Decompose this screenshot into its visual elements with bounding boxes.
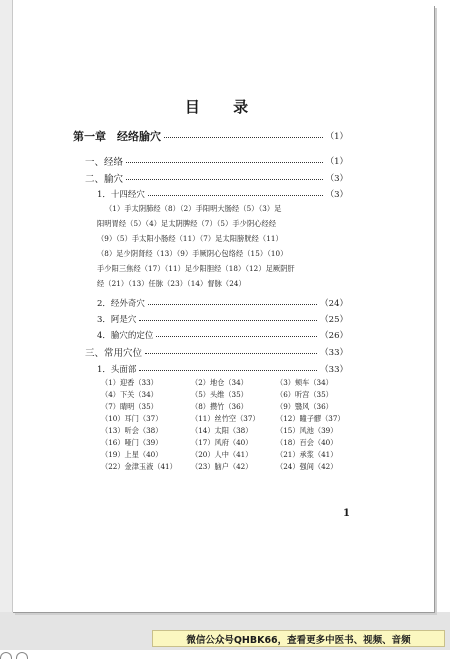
- meridian-line: 手少阳三焦经（17）（11）足少阳胆经（18）（12）足厥阴肝: [97, 264, 295, 273]
- toc-entry-page: （3）: [325, 189, 348, 200]
- toc-entry[interactable]: [85, 154, 348, 167]
- acupoint-entry: （15）风池（39）: [276, 426, 338, 435]
- acupoint-entry: （1）迎香（33）: [101, 378, 158, 387]
- acupoint-entry: （7）睛明（35）: [101, 402, 158, 411]
- acupoint-entry: （17）风府（40）: [191, 438, 253, 447]
- leader-dots: [148, 195, 323, 196]
- document-page: [13, 6, 435, 613]
- acupoint-entry: （22）金津玉液（41）: [101, 462, 177, 471]
- toc-entry[interactable]: [97, 296, 348, 309]
- toc-entry-label: 三、常用穴位: [85, 347, 143, 359]
- nav-arrow-icon[interactable]: [0, 652, 12, 659]
- toc-entry-page: （33）: [320, 347, 348, 358]
- acupoint-entry: （6）听宫（35）: [276, 390, 333, 399]
- meridian-line: 经（21）（13）任脉（23）（14）督脉（24）: [97, 279, 246, 288]
- leader-dots: [139, 320, 317, 321]
- toc-entry[interactable]: [97, 362, 348, 375]
- acupoint-entry: （10）耳门（37）: [101, 414, 163, 423]
- page-nav-controls[interactable]: [0, 644, 150, 650]
- toc-entry-label: 一、经络: [85, 156, 124, 168]
- acupoint-entry: （19）上星（40）: [101, 450, 163, 459]
- meridian-line: （9）（5）手太阳小肠经（11）（7）足太阳膀胱经（11）: [97, 234, 283, 243]
- acupoint-entry: （2）地仓（34）: [191, 378, 248, 387]
- acupoint-grid: [101, 378, 371, 472]
- toc-title: 目 录: [184, 98, 263, 116]
- acupoint-entry: （14）太阳（38）: [191, 426, 253, 435]
- acupoint-entry: （4）下关（34）: [101, 390, 158, 399]
- acupoint-entry: （24）强间（42）: [276, 462, 338, 471]
- acupoint-entry: （21）承浆（41）: [276, 450, 338, 459]
- acupoint-entry: （23）脑户（42）: [191, 462, 253, 471]
- toc-entry[interactable]: [97, 312, 348, 325]
- toc-entry[interactable]: [73, 129, 348, 142]
- acupoint-entry: （16）哑门（39）: [101, 438, 163, 447]
- meridian-line: 阳明胃经（5）（4）足太阴脾经（7）（5）手少阴心经经: [97, 219, 277, 228]
- acupoint-entry: （20）人中（41）: [191, 450, 253, 459]
- leader-dots: [156, 336, 317, 337]
- toc-entry-page: （1）: [325, 156, 348, 167]
- leader-dots: [148, 304, 317, 305]
- leader-dots: [164, 137, 323, 138]
- page-number: 1: [343, 508, 350, 519]
- acupoint-entry: （9）翳风（36）: [276, 402, 333, 411]
- toc-entry[interactable]: [97, 328, 348, 341]
- toc-entry-label: 3．阿是穴: [97, 314, 137, 325]
- acupoint-entry: （8）攒竹（36）: [191, 402, 248, 411]
- toc-entry-label: 4．腧穴的定位: [97, 330, 154, 341]
- toc-entry-label: 第一章 经络腧穴: [73, 129, 161, 143]
- toc-entry[interactable]: [85, 171, 348, 184]
- leader-dots: [139, 370, 317, 371]
- toc-entry[interactable]: [97, 187, 348, 200]
- acupoint-entry: （13）听会（38）: [101, 426, 163, 435]
- acupoint-entry: （18）百会（40）: [276, 438, 338, 447]
- acupoint-entry: （12）瞳子髎（37）: [276, 414, 345, 423]
- leader-dots: [126, 179, 323, 180]
- meridian-line: （8）足少阴肾经（13）（9）手厥阴心包络经（15）（10）: [97, 249, 288, 258]
- toc-entry-page: （26）: [320, 330, 348, 341]
- leader-dots: [126, 162, 323, 163]
- toc-entry-page: （3）: [325, 173, 348, 184]
- leader-dots: [145, 353, 317, 354]
- toc-entry-page: （33）: [320, 364, 348, 375]
- promo-banner: 微信公众号QHBK66，查看更多中医书、视频、音频: [152, 630, 445, 647]
- toc-entry-page: （24）: [320, 298, 348, 309]
- toc-entry-page: （1）: [325, 131, 348, 142]
- acupoint-entry: （3）颊车（34）: [276, 378, 333, 387]
- acupoint-entry: （11）丝竹空（37）: [191, 414, 260, 423]
- toc-entry[interactable]: [85, 345, 348, 358]
- nav-arrow-icon[interactable]: [16, 652, 28, 659]
- acupoint-entry: （5）头维（35）: [191, 390, 248, 399]
- toc-entry-label: 1．头面部: [97, 364, 137, 375]
- meridian-line: （1）手太阴肺经（8）（2）手阳明大肠经（5）（3）足: [105, 204, 282, 213]
- toc-entry-label: 2．经外奇穴: [97, 298, 145, 309]
- toc-entry-label: 二、腧穴: [85, 173, 124, 185]
- toc-entry-label: 1．十四经穴: [97, 189, 145, 200]
- toc-entry-page: （25）: [320, 314, 348, 325]
- viewer-left-scrollbar[interactable]: [0, 0, 13, 650]
